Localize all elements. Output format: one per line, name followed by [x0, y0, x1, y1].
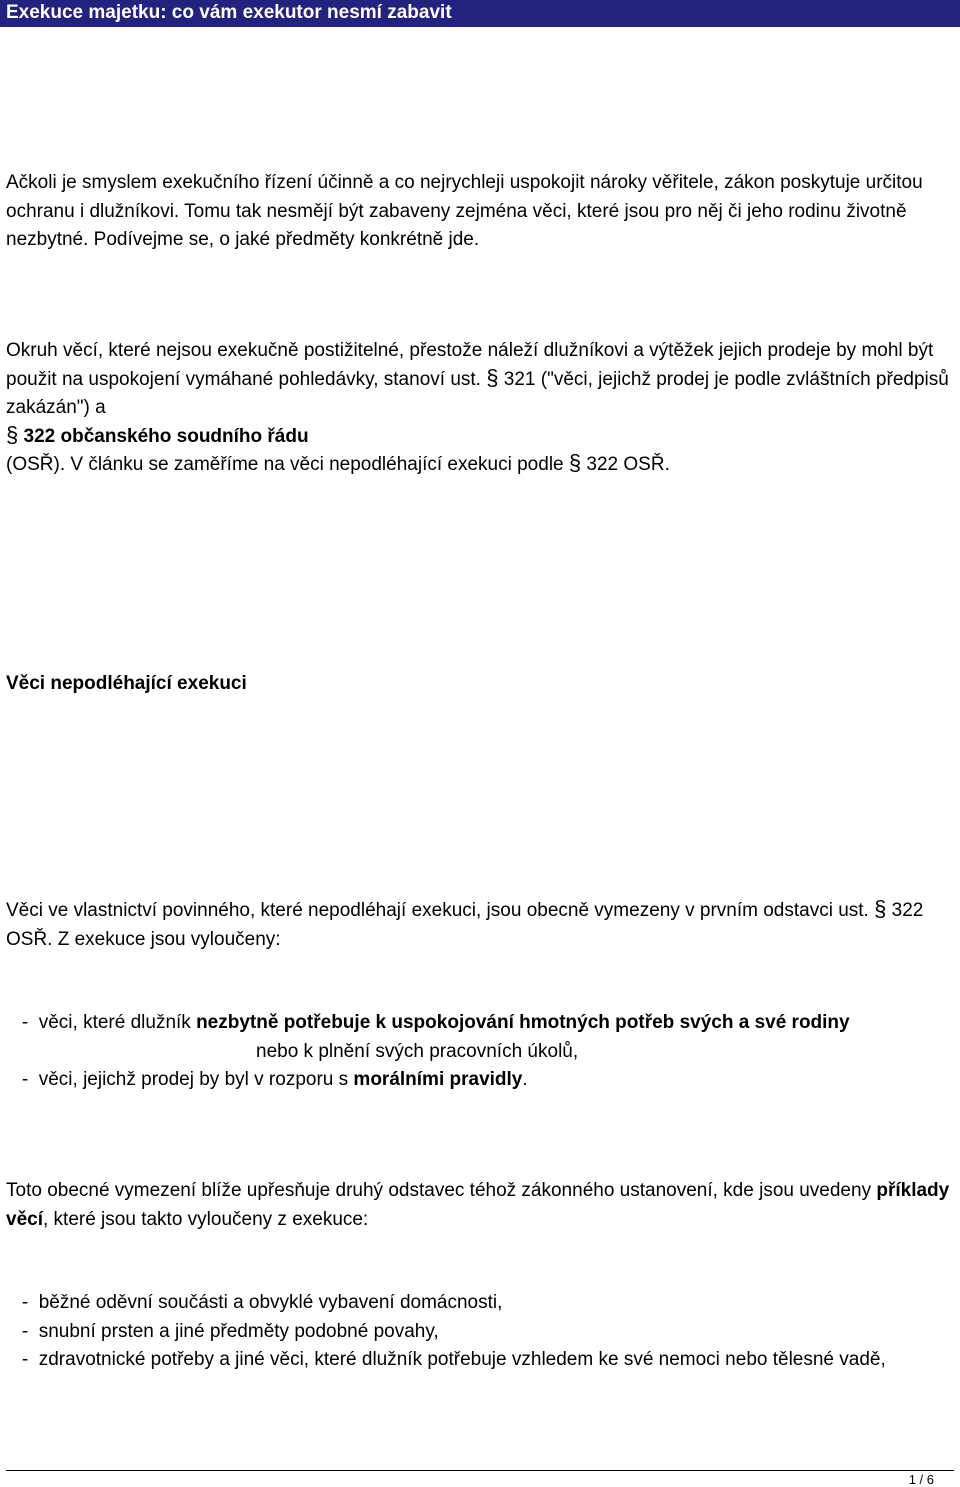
section-sign: §: [486, 364, 499, 390]
footer-divider: [6, 1470, 954, 1471]
intro-paragraph: Ačkoli je smyslem exekučního řízení účinně a co nejrychleji uspokojit nároky věřitele, zákon poskytuje určitou ochranu i dlužníkovi. Tomu tak nesmějí být zabaveny zejména věci, které jsou pro něj či jeho rodinu životně nezbytné. Podívejme se, o jaké předměty konkrétně jde.: [6, 172, 923, 250]
paragraph-general-definition: Věci ve vlastnictví povinného, které nepodléhají exekuci, jsou obecně vymezeny v prvním odstavci ust. § 322 OSŘ. Z exekuce jsou vyloučeny:: [6, 896, 924, 950]
excluded-items-list: - věci, které dlužník nezbytně potřebuje k uspokojování hmotných potřeb svých a své rodinynebo k plnění svých pracovních úkolů, - věci, jejichž prodej by byl v rozporu s morálními pravidly.: [6, 1012, 850, 1090]
osr-link[interactable]: 322 občanského soudního řádu: [18, 425, 309, 447]
examples-list: [6, 1289, 950, 1375]
section-sign: §: [568, 450, 582, 475]
title-bar: [0, 0, 960, 27]
page-number: 1 / 6: [908, 1472, 934, 1487]
paragraph-examples: Toto obecné vymezení blíže upřesňuje druhý odstavec téhož zákonného ustanovení, kde jsou uvedeny příklady věcí, které jsou takto vyloučeny z exekuce:: [6, 1180, 950, 1230]
section-sign: §: [6, 421, 19, 447]
paragraph-legal-scope: Okruh věcí, které nejsou exekučně postižitelné, přestože náleží dlužníkovi a výtěžek jejich prodeje by mohl být použit na uspokojení vymáhané pohledávky, stanoví ust. § 321 ("věci, jejichž prodej je podle zvláštních předpisů zakázán") a § 322 občanského soudního řádu (OSŘ). V článku se zaměříme na věci nepodléhající exekuci podle § 322 OSŘ.: [6, 340, 949, 475]
section-heading: Věci nepodléhající exekuci: [6, 673, 247, 694]
list-item: - snubní prsten a jiné předměty podobné povahy,: [6, 1320, 439, 1342]
page-title: Exekuce majetku: co vám exekutor nesmí zabavit: [6, 2, 452, 23]
list-item: - zdravotnické potřeby a jiné věci, které dlužník potřebuje vzhledem ke své nemoci nebo tělesné vadě,: [6, 1349, 886, 1370]
list-item: - běžné oděvní součásti a obvyklé vybavení domácnosti,: [6, 1292, 503, 1313]
section-sign: §: [874, 896, 887, 921]
